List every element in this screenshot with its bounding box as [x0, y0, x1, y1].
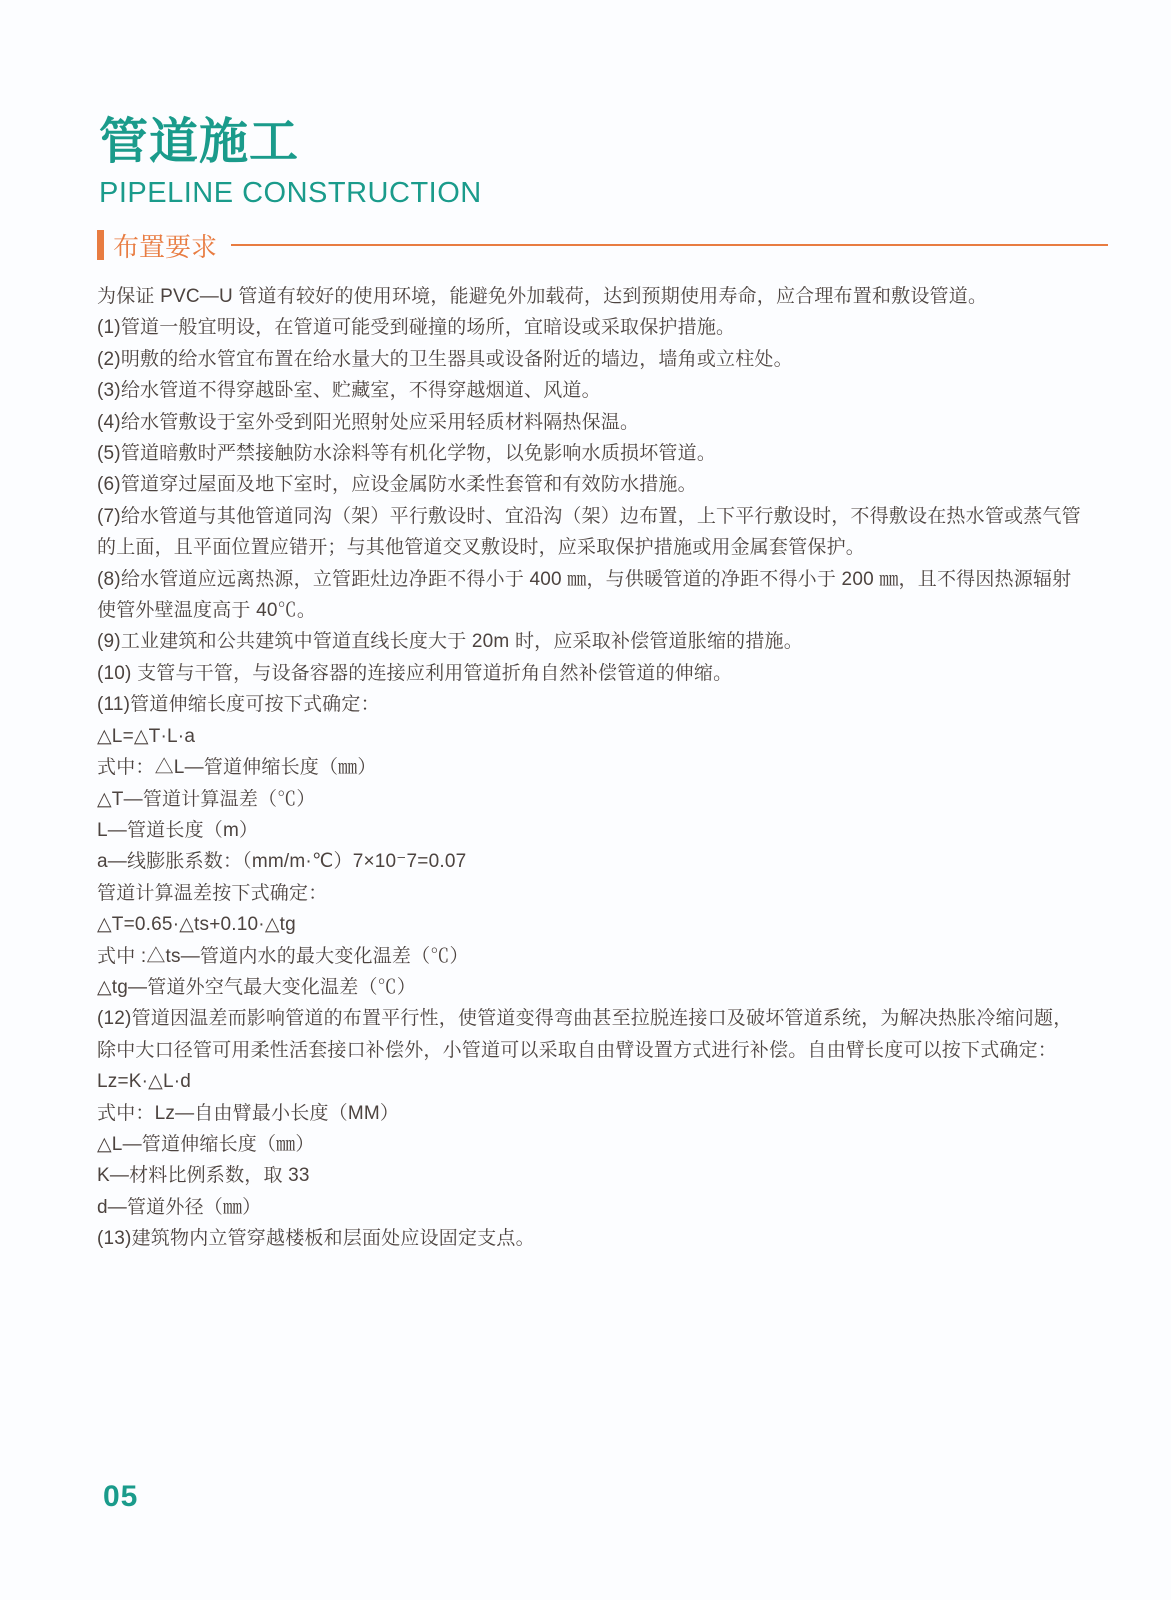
body-paragraph: (3)给水管道不得穿越卧室、贮藏室，不得穿越烟道、风道。: [97, 380, 601, 402]
page-subtitle: PIPELINE CONSTRUCTION: [99, 177, 482, 209]
section-header: [97, 228, 1108, 262]
body-paragraph: (2)明敷的给水管宜布置在给水量大的卫生器具或设备附近的墙边，墙角或立柱处。: [97, 348, 793, 370]
body-paragraph: 式中 :△ts—管道内水的最大变化温差（℃）: [97, 945, 469, 967]
body-paragraph: △L=△T·L·a: [97, 725, 196, 747]
body-paragraph: △T—管道计算温差（℃）: [97, 788, 316, 810]
body-paragraph: (10) 支管与干管，与设备容器的连接应利用管道折角自然补偿管道的伸缩。: [97, 662, 733, 684]
body-paragraph: a—线膨胀系数：（mm/m·℃）7×10⁻7=0.07: [97, 851, 467, 873]
body-paragraph: (11)管道伸缩长度可按下式确定：: [97, 694, 380, 716]
body-text: [97, 281, 1082, 1255]
body-paragraph: L—管道长度（m）: [97, 819, 259, 841]
section-rule-line: [231, 244, 1108, 246]
body-paragraph: △L—管道伸缩长度（㎜）: [97, 1133, 315, 1155]
section-heading: 布置要求: [113, 231, 218, 262]
body-paragraph: (7)给水管道与其他管道同沟（架）平行敷设时、宜沿沟（架）边布置，上下平行敷设时，不得敷设在热水管或蒸气管的上面，且平面位置应错开；与其他管道交叉敷设时，应采取保护措施或用金属套管保护。: [97, 505, 1081, 559]
body-paragraph: (8)给水管道应远离热源，立管距灶边净距不得小于 400 ㎜，与供暖管道的净距不得小于 200 ㎜，且不得因热源辐射使管外壁温度高于 40℃。: [97, 568, 1072, 622]
body-paragraph: (13)建筑物内立管穿越楼板和层面处应设固定支点。: [97, 1228, 535, 1250]
page-header: [99, 112, 482, 210]
body-paragraph: (12)管道因温差而影响管道的布置平行性，使管道变得弯曲甚至拉脱连接口及破坏管道系统，为解决热胀冷缩问题，除中大口径管可用柔性活套接口补偿外，小管道可以采取自由臂设置方式进行补偿。自由臂长度可以按下式确定：: [97, 1008, 1073, 1061]
body-paragraph: K—材料比例系数，取 33: [97, 1165, 310, 1187]
body-paragraph: △T=0.65·△ts+0.10·△tg: [97, 914, 296, 936]
page-number: 05: [103, 1480, 139, 1513]
body-paragraph: △tg—管道外空气最大变化温差（℃）: [97, 976, 417, 998]
page-title: 管道施工: [99, 115, 300, 169]
body-paragraph: 式中：Lz—自由臂最小长度（MM）: [97, 1102, 400, 1124]
body-paragraph: (9)工业建筑和公共建筑中管道直线长度大于 20m 时，应采取补偿管道胀缩的措施。: [97, 631, 803, 653]
body-paragraph: d—管道外径（㎜）: [97, 1196, 262, 1218]
body-paragraph: Lz=K·△L·d: [97, 1071, 192, 1093]
body-paragraph: (5)管道暗敷时严禁接触防水涂料等有机化学物，以免影响水质损坏管道。: [97, 443, 717, 465]
body-paragraph: (1)管道一般宜明设，在管道可能受到碰撞的场所，宜暗设或采取保护措施。: [97, 317, 736, 339]
body-paragraph: (6)管道穿过屋面及地下室时，应设金属防水柔性套管和有效防水措施。: [97, 474, 697, 496]
section-accent-bar: [97, 230, 104, 260]
body-paragraph: 式中：△L—管道伸缩长度（㎜）: [97, 757, 377, 779]
body-paragraph: (4)给水管敷设于室外受到阳光照射处应采用轻质材料隔热保温。: [97, 411, 640, 433]
body-paragraph: 为保证 PVC—U 管道有较好的使用环境，能避免外加载荷，达到预期使用寿命，应合理布置和敷设管道。: [97, 286, 988, 307]
body-paragraph: 管道计算温差按下式确定：: [97, 882, 328, 904]
